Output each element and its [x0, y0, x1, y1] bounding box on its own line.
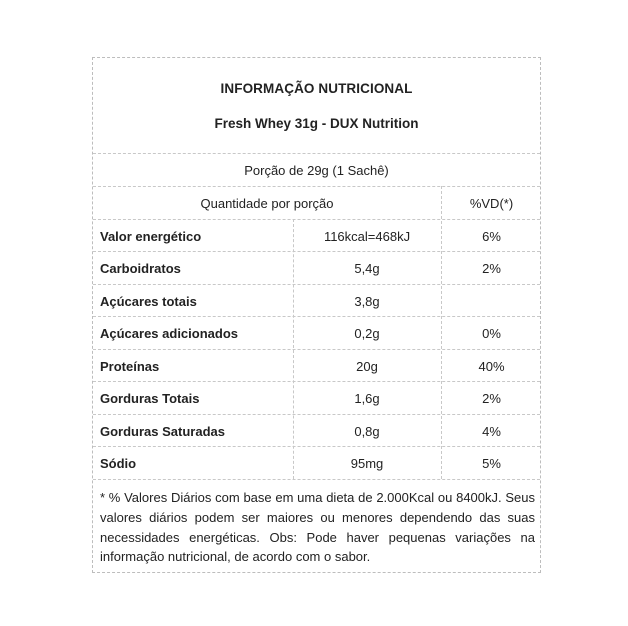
nutrient-quantity: 0,2g	[354, 326, 380, 341]
divider	[93, 349, 540, 350]
nutrient-name: Sódio	[100, 456, 137, 471]
daily-value-column-header: %VD(*)	[469, 196, 514, 211]
nutrient-daily-value: 5%	[482, 456, 501, 471]
nutrient-name: Carboidratos	[100, 261, 181, 276]
nutrient-quantity: 95mg	[350, 456, 384, 471]
column-divider	[293, 219, 294, 479]
nutrient-daily-value: 0%	[482, 326, 501, 341]
nutrient-quantity: 1,6g	[354, 391, 380, 406]
nutrient-name: Proteínas	[100, 359, 160, 374]
nutrition-facts-table	[92, 57, 541, 573]
nutrient-quantity: 3,8g	[354, 294, 380, 309]
nutrient-quantity: 0,8g	[354, 424, 380, 439]
quantity-column-header: Quantidade por porção	[200, 196, 334, 211]
divider	[93, 381, 540, 382]
nutrient-daily-value: 40%	[478, 359, 505, 374]
nutrient-daily-value: 4%	[482, 424, 501, 439]
nutrient-quantity: 20g	[356, 359, 378, 374]
nutrient-daily-value: 6%	[482, 229, 501, 244]
divider	[93, 316, 540, 317]
footnote: * % Valores Diários com base em uma dieta de 2.000Kcal ou 8400kJ. Seus valores diários podem ser maiores ou menores dependendo das suas necessidades energéticas. Obs: Pode haver pequenas variações na informação nutricional, de acordo com o sabor.	[100, 490, 535, 565]
nutrient-name: Gorduras Saturadas	[100, 424, 225, 439]
nutrient-quantity: 5,4g	[354, 261, 380, 276]
table-header	[93, 58, 540, 154]
divider	[93, 186, 540, 187]
nutrient-name: Valor energético	[100, 229, 202, 244]
nutrient-quantity: 116kcal=468kJ	[323, 229, 411, 244]
nutrient-name: Açúcares adicionados	[100, 326, 238, 341]
divider	[93, 284, 540, 285]
nutrient-daily-value: 2%	[482, 261, 501, 276]
nutrient-name: Açúcares totais	[100, 294, 197, 309]
nutrient-daily-value: 2%	[482, 391, 501, 406]
nutrient-name: Gorduras Totais	[100, 391, 200, 406]
divider	[93, 153, 540, 154]
divider	[93, 479, 540, 480]
divider	[93, 414, 540, 415]
product-name: Fresh Whey 31g - DUX Nutrition	[214, 116, 419, 131]
divider	[93, 251, 540, 252]
divider	[93, 446, 540, 447]
divider	[93, 219, 540, 220]
serving-size: Porção de 29g (1 Sachê)	[244, 163, 389, 178]
table-title: INFORMAÇÃO NUTRICIONAL	[220, 81, 413, 96]
